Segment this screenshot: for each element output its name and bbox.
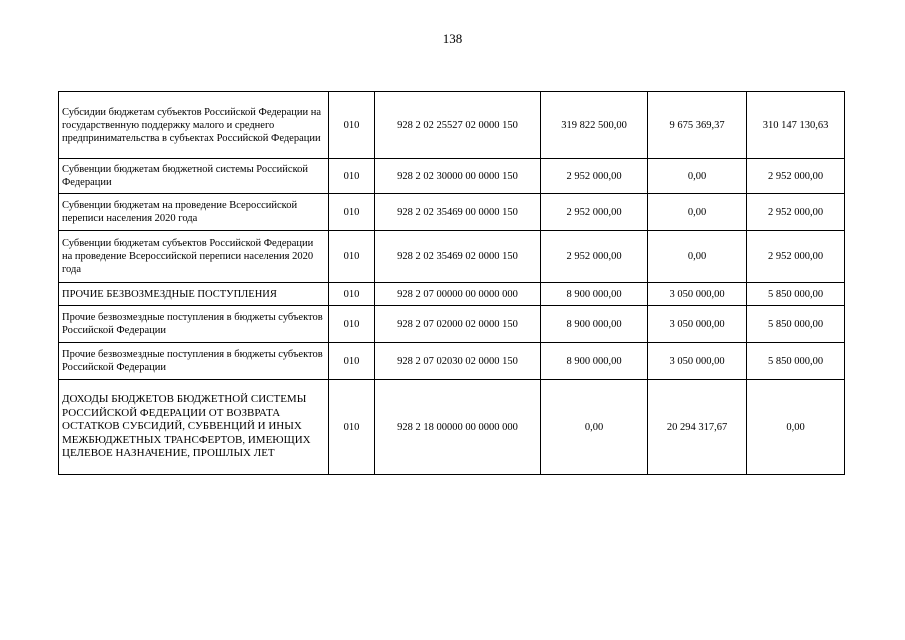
table-row: [59, 194, 845, 231]
admin-code-cell: 010: [329, 159, 375, 194]
budget-classification-code-cell: 928 2 02 35469 02 0000 150: [375, 231, 541, 283]
budget-classification-code-cell: 928 2 02 30000 00 0000 150: [375, 159, 541, 194]
executed-amount-cell: 20 294 317,67: [648, 380, 747, 475]
executed-amount-cell: 3 050 000,00: [648, 283, 747, 306]
table-row: [59, 231, 845, 283]
budget-classification-code-cell: 928 2 07 00000 00 0000 000: [375, 283, 541, 306]
approved-amount-cell: 2 952 000,00: [541, 194, 648, 231]
executed-amount-cell: 3 050 000,00: [648, 306, 747, 343]
table-row: [59, 159, 845, 194]
remaining-amount-cell: 5 850 000,00: [747, 343, 845, 380]
admin-code-cell: 010: [329, 92, 375, 159]
executed-amount-cell: 3 050 000,00: [648, 343, 747, 380]
table-row: [59, 283, 845, 306]
executed-amount-cell: 0,00: [648, 194, 747, 231]
row-name-cell: Субвенции бюджетам бюджетной системы Российской Федерации: [59, 159, 329, 194]
table-row: [59, 92, 845, 159]
budget-revenue-table: [58, 91, 845, 475]
admin-code-cell: 010: [329, 283, 375, 306]
remaining-amount-cell: 2 952 000,00: [747, 159, 845, 194]
approved-amount-cell: 0,00: [541, 380, 648, 475]
row-name-cell: ДОХОДЫ БЮДЖЕТОВ БЮДЖЕТНОЙ СИСТЕМЫ РОССИЙСКОЙ ФЕДЕРАЦИИ ОТ ВОЗВРАТА ОСТАТКОВ СУБСИДИЙ, СУБВЕНЦИЙ И ИНЫХ МЕЖБЮДЖЕТНЫХ ТРАНСФЕРТОВ, ИМЕЮЩИХ ЦЕЛЕВОЕ НАЗНАЧЕНИЕ, ПРОШЛЫХ ЛЕТ: [59, 380, 329, 475]
table-row: [59, 380, 845, 475]
budget-classification-code-cell: 928 2 02 25527 02 0000 150: [375, 92, 541, 159]
admin-code-cell: 010: [329, 194, 375, 231]
remaining-amount-cell: 5 850 000,00: [747, 306, 845, 343]
approved-amount-cell: 8 900 000,00: [541, 306, 648, 343]
remaining-amount-cell: 0,00: [747, 380, 845, 475]
remaining-amount-cell: 2 952 000,00: [747, 231, 845, 283]
admin-code-cell: 010: [329, 231, 375, 283]
approved-amount-cell: 8 900 000,00: [541, 283, 648, 306]
row-name-cell: Прочие безвозмездные поступления в бюджеты субъектов Российской Федерации: [59, 343, 329, 380]
row-name-cell: Субвенции бюджетам субъектов Российской Федерации на проведение Всероссийской переписи населения 2020 года: [59, 231, 329, 283]
executed-amount-cell: 9 675 369,37: [648, 92, 747, 159]
approved-amount-cell: 2 952 000,00: [541, 159, 648, 194]
remaining-amount-cell: 2 952 000,00: [747, 194, 845, 231]
budget-classification-code-cell: 928 2 02 35469 00 0000 150: [375, 194, 541, 231]
approved-amount-cell: 8 900 000,00: [541, 343, 648, 380]
row-name-cell: Прочие безвозмездные поступления в бюджеты субъектов Российской Федерации: [59, 306, 329, 343]
admin-code-cell: 010: [329, 380, 375, 475]
row-name-cell: Субвенции бюджетам на проведение Всероссийской переписи населения 2020 года: [59, 194, 329, 231]
executed-amount-cell: 0,00: [648, 159, 747, 194]
budget-classification-code-cell: 928 2 07 02030 02 0000 150: [375, 343, 541, 380]
admin-code-cell: 010: [329, 306, 375, 343]
approved-amount-cell: 2 952 000,00: [541, 231, 648, 283]
row-name-cell: ПРОЧИЕ БЕЗВОЗМЕЗДНЫЕ ПОСТУПЛЕНИЯ: [59, 283, 329, 306]
executed-amount-cell: 0,00: [648, 231, 747, 283]
budget-classification-code-cell: 928 2 07 02000 02 0000 150: [375, 306, 541, 343]
remaining-amount-cell: 5 850 000,00: [747, 283, 845, 306]
remaining-amount-cell: 310 147 130,63: [747, 92, 845, 159]
table-row: [59, 306, 845, 343]
approved-amount-cell: 319 822 500,00: [541, 92, 648, 159]
table-row: [59, 343, 845, 380]
page-number: 138: [442, 31, 463, 46]
admin-code-cell: 010: [329, 343, 375, 380]
row-name-cell: Субсидии бюджетам субъектов Российской Федерации на государственную поддержку малого и среднего предпринимательства в субъектах Российской Федерации: [59, 92, 329, 159]
budget-classification-code-cell: 928 2 18 00000 00 0000 000: [375, 380, 541, 475]
